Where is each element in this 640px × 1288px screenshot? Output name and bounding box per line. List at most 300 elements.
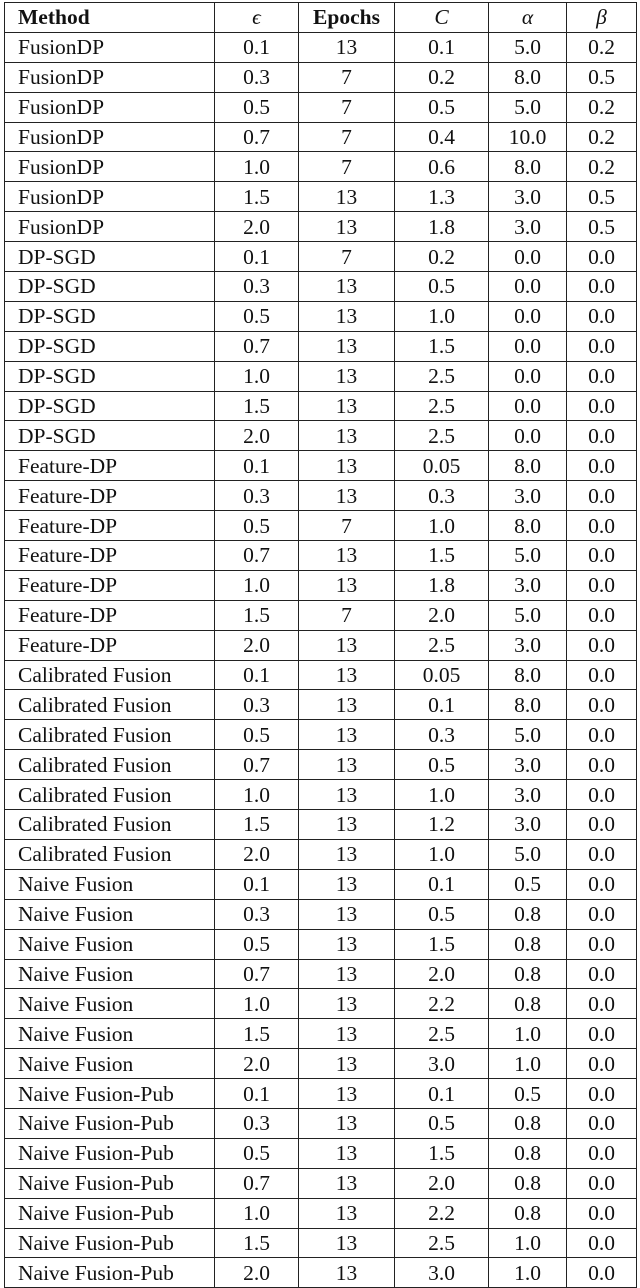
cell-epsilon: 0.1 <box>215 660 299 690</box>
cell-method: Naive Fusion <box>5 929 215 959</box>
table-row <box>5 750 637 780</box>
cell-method: Feature-DP <box>5 570 215 600</box>
cell-c: 1.8 <box>395 212 489 242</box>
cell-c: 1.8 <box>395 570 489 600</box>
cell-method: DP-SGD <box>5 242 215 272</box>
cell-alpha: 8.0 <box>489 62 567 92</box>
cell-epsilon: 1.0 <box>215 780 299 810</box>
cell-c: 1.5 <box>395 1138 489 1168</box>
cell-epochs: 13 <box>299 810 395 840</box>
table-row <box>5 361 637 391</box>
cell-method: DP-SGD <box>5 421 215 451</box>
cell-beta: 0.0 <box>567 361 637 391</box>
table-row <box>5 1049 637 1079</box>
cell-beta: 0.0 <box>567 810 637 840</box>
cell-method: Naive Fusion-Pub <box>5 1228 215 1258</box>
cell-epsilon: 1.0 <box>215 361 299 391</box>
cell-alpha: 0.8 <box>489 899 567 929</box>
cell-method: Naive Fusion-Pub <box>5 1198 215 1228</box>
cell-c: 0.2 <box>395 242 489 272</box>
cell-epsilon: 0.3 <box>215 899 299 929</box>
cell-c: 2.5 <box>395 1228 489 1258</box>
table-row <box>5 451 637 481</box>
cell-alpha: 0.8 <box>489 959 567 989</box>
cell-c: 0.3 <box>395 720 489 750</box>
cell-epochs: 13 <box>299 391 395 421</box>
cell-epochs: 13 <box>299 1019 395 1049</box>
table-row <box>5 600 637 630</box>
cell-epsilon: 0.5 <box>215 301 299 331</box>
cell-method: FusionDP <box>5 182 215 212</box>
cell-method: Naive Fusion <box>5 989 215 1019</box>
cell-epochs: 13 <box>299 660 395 690</box>
cell-epochs: 13 <box>299 929 395 959</box>
cell-epsilon: 0.3 <box>215 481 299 511</box>
cell-method: FusionDP <box>5 122 215 152</box>
cell-beta: 0.0 <box>567 272 637 302</box>
cell-alpha: 1.0 <box>489 1019 567 1049</box>
cell-alpha: 5.0 <box>489 32 567 62</box>
table-row <box>5 929 637 959</box>
cell-epsilon: 2.0 <box>215 1258 299 1288</box>
cell-epsilon: 1.0 <box>215 152 299 182</box>
cell-c: 1.5 <box>395 929 489 959</box>
cell-alpha: 0.0 <box>489 272 567 302</box>
cell-c: 2.5 <box>395 630 489 660</box>
cell-method: Calibrated Fusion <box>5 810 215 840</box>
cell-beta: 0.0 <box>567 690 637 720</box>
cell-method: Feature-DP <box>5 630 215 660</box>
cell-method: DP-SGD <box>5 361 215 391</box>
cell-method: DP-SGD <box>5 301 215 331</box>
cell-epochs: 13 <box>299 1228 395 1258</box>
table-row <box>5 1108 637 1138</box>
cell-beta: 0.2 <box>567 152 637 182</box>
cell-epochs: 13 <box>299 630 395 660</box>
cell-epsilon: 1.5 <box>215 810 299 840</box>
table-row <box>5 272 637 302</box>
cell-method: Naive Fusion-Pub <box>5 1079 215 1109</box>
cell-alpha: 0.5 <box>489 869 567 899</box>
cell-alpha: 1.0 <box>489 1228 567 1258</box>
cell-beta: 0.0 <box>567 989 637 1019</box>
cell-method: Calibrated Fusion <box>5 690 215 720</box>
cell-method: Naive Fusion <box>5 1049 215 1079</box>
table-row <box>5 959 637 989</box>
cell-beta: 0.2 <box>567 32 637 62</box>
cell-epochs: 7 <box>299 92 395 122</box>
cell-method: FusionDP <box>5 92 215 122</box>
cell-epsilon: 0.7 <box>215 1168 299 1198</box>
cell-epochs: 13 <box>299 32 395 62</box>
cell-alpha: 8.0 <box>489 451 567 481</box>
cell-epochs: 7 <box>299 511 395 541</box>
cell-method: Naive Fusion <box>5 899 215 929</box>
cell-alpha: 3.0 <box>489 212 567 242</box>
cell-epochs: 13 <box>299 272 395 302</box>
cell-beta: 0.0 <box>567 630 637 660</box>
cell-alpha: 3.0 <box>489 630 567 660</box>
cell-beta: 0.0 <box>567 929 637 959</box>
cell-c: 2.2 <box>395 1198 489 1228</box>
cell-alpha: 1.0 <box>489 1258 567 1288</box>
cell-epsilon: 0.1 <box>215 1079 299 1109</box>
cell-alpha: 0.8 <box>489 989 567 1019</box>
header-c: C <box>395 3 489 33</box>
cell-epochs: 13 <box>299 421 395 451</box>
cell-beta: 0.0 <box>567 451 637 481</box>
cell-epochs: 13 <box>299 1079 395 1109</box>
cell-epsilon: 1.5 <box>215 182 299 212</box>
cell-epochs: 13 <box>299 1258 395 1288</box>
cell-method: Naive Fusion <box>5 869 215 899</box>
cell-epsilon: 0.7 <box>215 122 299 152</box>
table-row <box>5 839 637 869</box>
cell-alpha: 3.0 <box>489 481 567 511</box>
cell-c: 2.5 <box>395 1019 489 1049</box>
cell-epochs: 7 <box>299 242 395 272</box>
cell-method: Naive Fusion-Pub <box>5 1138 215 1168</box>
cell-method: Feature-DP <box>5 541 215 571</box>
cell-c: 2.5 <box>395 391 489 421</box>
table-row <box>5 62 637 92</box>
cell-c: 0.5 <box>395 272 489 302</box>
cell-alpha: 0.0 <box>489 301 567 331</box>
table-body <box>5 32 637 1287</box>
cell-epochs: 13 <box>299 182 395 212</box>
cell-epochs: 13 <box>299 541 395 571</box>
cell-method: Calibrated Fusion <box>5 839 215 869</box>
table-row <box>5 481 637 511</box>
cell-beta: 0.0 <box>567 511 637 541</box>
cell-epochs: 13 <box>299 1198 395 1228</box>
cell-method: FusionDP <box>5 152 215 182</box>
header-beta: β <box>567 3 637 33</box>
table-row <box>5 899 637 929</box>
cell-alpha: 8.0 <box>489 690 567 720</box>
cell-method: FusionDP <box>5 32 215 62</box>
cell-c: 1.5 <box>395 541 489 571</box>
table-row <box>5 122 637 152</box>
table-row <box>5 780 637 810</box>
cell-method: Naive Fusion-Pub <box>5 1258 215 1288</box>
cell-c: 1.0 <box>395 780 489 810</box>
cell-epochs: 7 <box>299 152 395 182</box>
cell-beta: 0.0 <box>567 600 637 630</box>
cell-c: 0.5 <box>395 92 489 122</box>
cell-beta: 0.0 <box>567 1108 637 1138</box>
table-row <box>5 989 637 1019</box>
cell-method: FusionDP <box>5 212 215 242</box>
cell-c: 0.3 <box>395 481 489 511</box>
cell-c: 0.05 <box>395 451 489 481</box>
cell-epsilon: 0.7 <box>215 959 299 989</box>
cell-alpha: 0.8 <box>489 1198 567 1228</box>
cell-alpha: 3.0 <box>489 810 567 840</box>
table-row <box>5 1228 637 1258</box>
table-row <box>5 1138 637 1168</box>
cell-beta: 0.0 <box>567 780 637 810</box>
cell-beta: 0.2 <box>567 122 637 152</box>
cell-method: Naive Fusion-Pub <box>5 1168 215 1198</box>
cell-epsilon: 0.1 <box>215 451 299 481</box>
cell-alpha: 0.8 <box>489 1108 567 1138</box>
cell-c: 1.3 <box>395 182 489 212</box>
table-row <box>5 301 637 331</box>
cell-epochs: 7 <box>299 62 395 92</box>
cell-method: Calibrated Fusion <box>5 780 215 810</box>
cell-c: 0.1 <box>395 690 489 720</box>
cell-c: 1.5 <box>395 331 489 361</box>
cell-alpha: 3.0 <box>489 570 567 600</box>
cell-c: 1.2 <box>395 810 489 840</box>
cell-beta: 0.0 <box>567 1138 637 1168</box>
cell-c: 0.2 <box>395 62 489 92</box>
cell-beta: 0.0 <box>567 1258 637 1288</box>
cell-epochs: 7 <box>299 600 395 630</box>
cell-beta: 0.0 <box>567 1168 637 1198</box>
cell-beta: 0.0 <box>567 720 637 750</box>
cell-beta: 0.0 <box>567 541 637 571</box>
cell-beta: 0.0 <box>567 570 637 600</box>
hyperparameter-table <box>4 2 637 1288</box>
cell-beta: 0.0 <box>567 242 637 272</box>
cell-alpha: 10.0 <box>489 122 567 152</box>
cell-alpha: 5.0 <box>489 92 567 122</box>
cell-alpha: 0.0 <box>489 391 567 421</box>
cell-beta: 0.0 <box>567 1019 637 1049</box>
cell-beta: 0.0 <box>567 331 637 361</box>
cell-beta: 0.0 <box>567 421 637 451</box>
cell-c: 2.0 <box>395 600 489 630</box>
cell-c: 0.05 <box>395 660 489 690</box>
cell-epsilon: 0.5 <box>215 1138 299 1168</box>
cell-epochs: 13 <box>299 690 395 720</box>
cell-method: FusionDP <box>5 62 215 92</box>
cell-alpha: 3.0 <box>489 780 567 810</box>
cell-beta: 0.0 <box>567 1049 637 1079</box>
cell-alpha: 0.8 <box>489 929 567 959</box>
cell-epochs: 13 <box>299 989 395 1019</box>
cell-c: 2.5 <box>395 421 489 451</box>
cell-method: DP-SGD <box>5 272 215 302</box>
cell-epsilon: 0.5 <box>215 92 299 122</box>
cell-epochs: 7 <box>299 122 395 152</box>
cell-epochs: 13 <box>299 1138 395 1168</box>
cell-c: 2.2 <box>395 989 489 1019</box>
cell-epochs: 13 <box>299 361 395 391</box>
cell-alpha: 0.8 <box>489 1138 567 1168</box>
cell-method: Feature-DP <box>5 600 215 630</box>
cell-epochs: 13 <box>299 481 395 511</box>
cell-epochs: 13 <box>299 869 395 899</box>
cell-epochs: 13 <box>299 959 395 989</box>
cell-beta: 0.0 <box>567 481 637 511</box>
cell-c: 0.6 <box>395 152 489 182</box>
table-row <box>5 541 637 571</box>
cell-alpha: 0.0 <box>489 331 567 361</box>
cell-epochs: 13 <box>299 451 395 481</box>
cell-epsilon: 0.1 <box>215 32 299 62</box>
table-row <box>5 511 637 541</box>
cell-c: 0.1 <box>395 32 489 62</box>
cell-epsilon: 2.0 <box>215 212 299 242</box>
cell-beta: 0.0 <box>567 899 637 929</box>
cell-epsilon: 0.3 <box>215 272 299 302</box>
table-row <box>5 869 637 899</box>
cell-epsilon: 0.3 <box>215 62 299 92</box>
table-row <box>5 92 637 122</box>
cell-epochs: 13 <box>299 899 395 929</box>
cell-alpha: 5.0 <box>489 839 567 869</box>
table-row <box>5 690 637 720</box>
table-row <box>5 660 637 690</box>
cell-beta: 0.5 <box>567 182 637 212</box>
cell-beta: 0.0 <box>567 391 637 421</box>
cell-epochs: 13 <box>299 1108 395 1138</box>
table-row <box>5 212 637 242</box>
cell-epsilon: 0.5 <box>215 511 299 541</box>
cell-c: 0.5 <box>395 750 489 780</box>
cell-epochs: 13 <box>299 1049 395 1079</box>
cell-epsilon: 0.7 <box>215 541 299 571</box>
header-alpha: α <box>489 3 567 33</box>
cell-epsilon: 2.0 <box>215 421 299 451</box>
cell-alpha: 3.0 <box>489 750 567 780</box>
cell-epsilon: 1.5 <box>215 1228 299 1258</box>
cell-alpha: 3.0 <box>489 182 567 212</box>
cell-alpha: 5.0 <box>489 600 567 630</box>
cell-epsilon: 0.3 <box>215 690 299 720</box>
cell-epochs: 13 <box>299 212 395 242</box>
cell-c: 3.0 <box>395 1049 489 1079</box>
table-row <box>5 1198 637 1228</box>
cell-beta: 0.0 <box>567 1198 637 1228</box>
cell-epochs: 13 <box>299 570 395 600</box>
cell-beta: 0.2 <box>567 92 637 122</box>
cell-epsilon: 1.0 <box>215 989 299 1019</box>
table-row <box>5 720 637 750</box>
table-row <box>5 391 637 421</box>
cell-c: 2.0 <box>395 1168 489 1198</box>
cell-method: Naive Fusion <box>5 959 215 989</box>
table-row <box>5 32 637 62</box>
cell-epochs: 13 <box>299 780 395 810</box>
cell-beta: 0.0 <box>567 839 637 869</box>
cell-c: 1.0 <box>395 839 489 869</box>
cell-beta: 0.0 <box>567 1228 637 1258</box>
cell-alpha: 0.0 <box>489 361 567 391</box>
table-row <box>5 182 637 212</box>
cell-epsilon: 0.7 <box>215 750 299 780</box>
cell-beta: 0.0 <box>567 750 637 780</box>
cell-epochs: 13 <box>299 331 395 361</box>
cell-alpha: 0.8 <box>489 1168 567 1198</box>
cell-beta: 0.0 <box>567 869 637 899</box>
cell-epochs: 13 <box>299 839 395 869</box>
cell-epsilon: 2.0 <box>215 630 299 660</box>
cell-beta: 0.0 <box>567 959 637 989</box>
cell-alpha: 1.0 <box>489 1049 567 1079</box>
cell-method: DP-SGD <box>5 391 215 421</box>
cell-epsilon: 1.5 <box>215 391 299 421</box>
table-row <box>5 152 637 182</box>
cell-method: Calibrated Fusion <box>5 750 215 780</box>
table-row <box>5 630 637 660</box>
cell-method: Feature-DP <box>5 481 215 511</box>
table-row <box>5 1258 637 1288</box>
cell-epsilon: 1.5 <box>215 600 299 630</box>
cell-method: Calibrated Fusion <box>5 720 215 750</box>
cell-c: 0.5 <box>395 899 489 929</box>
cell-alpha: 5.0 <box>489 720 567 750</box>
cell-c: 1.0 <box>395 511 489 541</box>
table-row <box>5 1019 637 1049</box>
cell-beta: 0.0 <box>567 301 637 331</box>
cell-epsilon: 0.1 <box>215 242 299 272</box>
cell-alpha: 0.5 <box>489 1079 567 1109</box>
header-method: Method <box>5 3 215 33</box>
table-row <box>5 331 637 361</box>
cell-epsilon: 0.5 <box>215 720 299 750</box>
cell-beta: 0.0 <box>567 660 637 690</box>
header-row <box>5 3 637 33</box>
cell-epsilon: 1.0 <box>215 1198 299 1228</box>
cell-alpha: 8.0 <box>489 152 567 182</box>
cell-method: Naive Fusion <box>5 1019 215 1049</box>
cell-alpha: 0.0 <box>489 242 567 272</box>
cell-method: Naive Fusion-Pub <box>5 1108 215 1138</box>
table-row <box>5 421 637 451</box>
cell-c: 2.0 <box>395 959 489 989</box>
cell-epochs: 13 <box>299 1168 395 1198</box>
table-row <box>5 570 637 600</box>
cell-method: Feature-DP <box>5 451 215 481</box>
cell-c: 3.0 <box>395 1258 489 1288</box>
table-header <box>5 3 637 33</box>
cell-epsilon: 1.5 <box>215 1019 299 1049</box>
cell-beta: 0.5 <box>567 212 637 242</box>
header-epsilon: ϵ <box>215 3 299 33</box>
cell-epsilon: 0.1 <box>215 869 299 899</box>
cell-epsilon: 2.0 <box>215 839 299 869</box>
cell-method: Feature-DP <box>5 511 215 541</box>
table-row <box>5 1168 637 1198</box>
table-row <box>5 1079 637 1109</box>
cell-epsilon: 0.7 <box>215 331 299 361</box>
cell-alpha: 0.0 <box>489 421 567 451</box>
cell-c: 0.5 <box>395 1108 489 1138</box>
header-epochs: Epochs <box>299 3 395 33</box>
cell-epochs: 13 <box>299 720 395 750</box>
cell-c: 2.5 <box>395 361 489 391</box>
cell-method: DP-SGD <box>5 331 215 361</box>
table-row <box>5 810 637 840</box>
cell-epochs: 13 <box>299 750 395 780</box>
cell-alpha: 5.0 <box>489 541 567 571</box>
cell-alpha: 8.0 <box>489 511 567 541</box>
cell-epsilon: 0.5 <box>215 929 299 959</box>
cell-beta: 0.0 <box>567 1079 637 1109</box>
cell-c: 0.1 <box>395 1079 489 1109</box>
cell-c: 0.4 <box>395 122 489 152</box>
cell-beta: 0.5 <box>567 62 637 92</box>
table-row <box>5 242 637 272</box>
cell-alpha: 8.0 <box>489 660 567 690</box>
cell-epsilon: 1.0 <box>215 570 299 600</box>
cell-c: 0.1 <box>395 869 489 899</box>
cell-epsilon: 0.3 <box>215 1108 299 1138</box>
